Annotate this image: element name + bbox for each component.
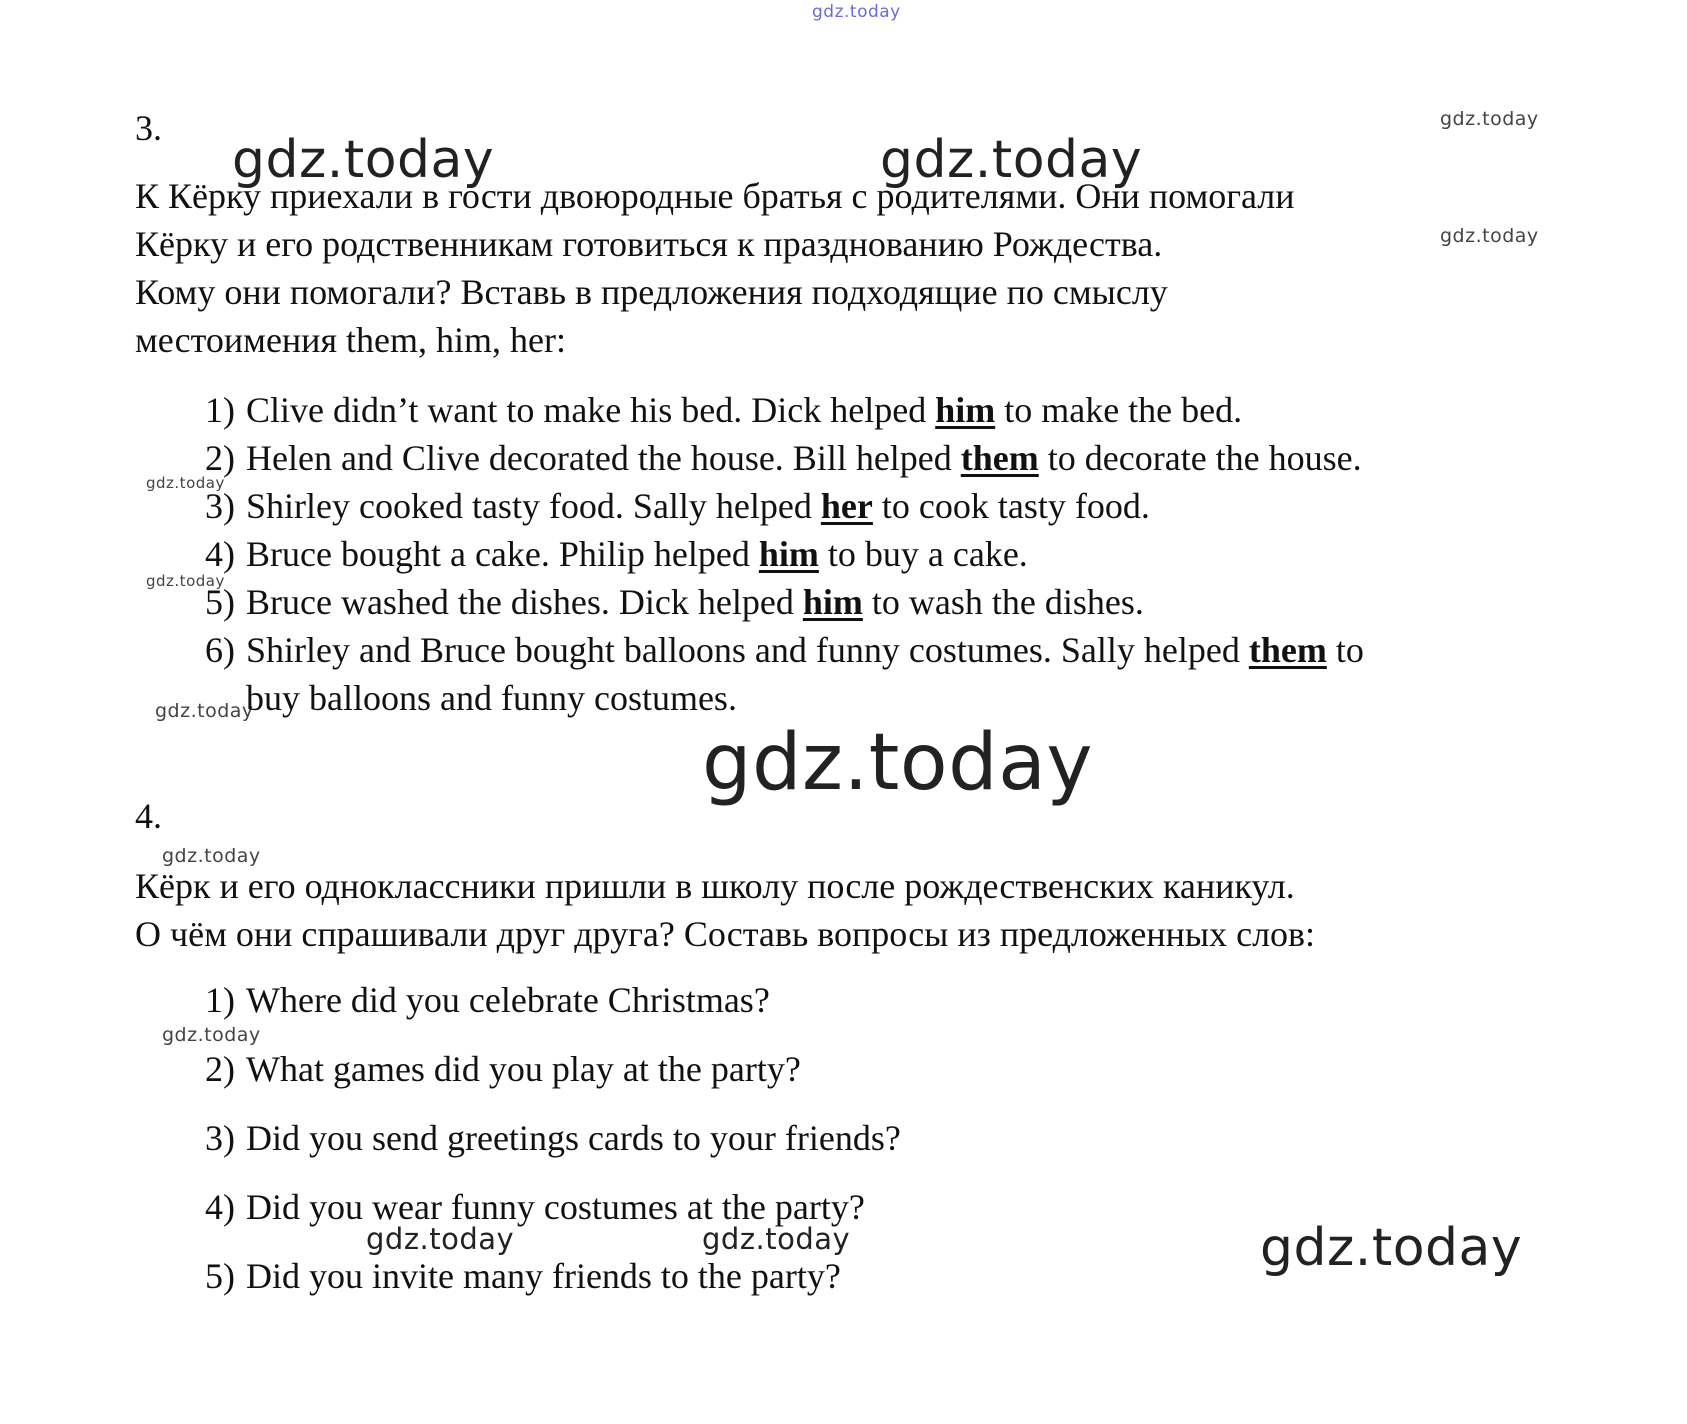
- item-text: Bruce washed the dishes. Dick helped him to wash the dishes.: [246, 582, 1144, 622]
- answer-pronoun: him: [802, 582, 863, 622]
- item-text: Did you wear funny costumes at the party?: [246, 1187, 865, 1227]
- watermark: gdz.today: [155, 700, 254, 722]
- item-number: 2): [205, 1049, 235, 1089]
- item-text: What games did you play at the party?: [246, 1049, 801, 1089]
- item-text: Did you send greetings cards to your friends?: [246, 1118, 901, 1158]
- instruction-line: Кёрку и его родственникам готовиться к празднованию Рождества.: [135, 224, 1163, 264]
- item-number: 5): [205, 582, 235, 622]
- item-text: Bruce bought a cake. Philip helped him to buy a cake.: [246, 534, 1028, 574]
- instruction-line: О чём они спрашивали друг друга? Составь вопросы из предложенных слов:: [135, 914, 1316, 954]
- watermark: gdz.today: [1440, 225, 1539, 247]
- watermark: gdz.today: [162, 845, 261, 867]
- answer-pronoun: him: [758, 534, 819, 574]
- item-text: Shirley and Bruce bought balloons and funny costumes. Sally helped them to: [246, 630, 1364, 670]
- item-number: 3): [205, 1118, 235, 1158]
- item-number: 2): [205, 438, 235, 478]
- item-text: Helen and Clive decorated the house. Bill helped them to decorate the house.: [246, 438, 1362, 478]
- instruction-line: местоимения them, him, her:: [135, 320, 566, 360]
- watermark: gdz.today: [232, 130, 495, 190]
- item-number: 3): [205, 486, 235, 526]
- item-text: Shirley cooked tasty food. Sally helped her to cook tasty food.: [246, 486, 1150, 526]
- item-text: Clive didn’t want to make his bed. Dick helped him to make the bed.: [246, 390, 1243, 430]
- watermark: gdz.today: [146, 572, 225, 590]
- item-number: 5): [205, 1256, 235, 1296]
- task-3-instruction: [135, 172, 1295, 364]
- watermark: gdz.today: [702, 1222, 851, 1256]
- item-text: Did you invite many friends to the party?: [246, 1256, 841, 1296]
- answer-pronoun: them: [960, 438, 1039, 478]
- watermark: gdz.today: [1440, 108, 1539, 130]
- item-text: buy balloons and funny costumes.: [246, 678, 737, 718]
- answer-pronoun: him: [935, 390, 996, 430]
- item-number: 4): [205, 534, 235, 574]
- item-number: 4): [205, 1187, 235, 1227]
- task-4-number: 4.: [135, 796, 162, 836]
- instruction-line: Кёрк и его одноклассники пришли в школу после рождественских каникул.: [135, 866, 1295, 906]
- watermark: gdz.today: [366, 1222, 515, 1256]
- task-3-number: 3.: [135, 108, 162, 148]
- item-number: 6): [205, 630, 235, 670]
- instruction-line: К Кёрку приехали в гости двоюродные братья с родителями. Они помогали: [135, 176, 1295, 216]
- task-4-instruction: [135, 862, 1315, 958]
- watermark: gdz.today: [702, 718, 1094, 808]
- watermark: gdz.today: [162, 1024, 261, 1046]
- watermark: gdz.today: [1260, 1218, 1523, 1278]
- answer-pronoun: them: [1248, 630, 1327, 670]
- watermark: gdz.today: [880, 130, 1143, 190]
- answer-pronoun: her: [820, 486, 873, 526]
- watermark: gdz.today: [146, 474, 225, 492]
- item-number: 1): [205, 390, 235, 430]
- instruction-line: Кому они помогали? Вставь в предложения подходящие по смыслу: [135, 272, 1168, 312]
- watermark: gdz.today: [812, 2, 901, 22]
- item-number: 1): [205, 980, 235, 1020]
- item-text: Where did you celebrate Christmas?: [246, 980, 770, 1020]
